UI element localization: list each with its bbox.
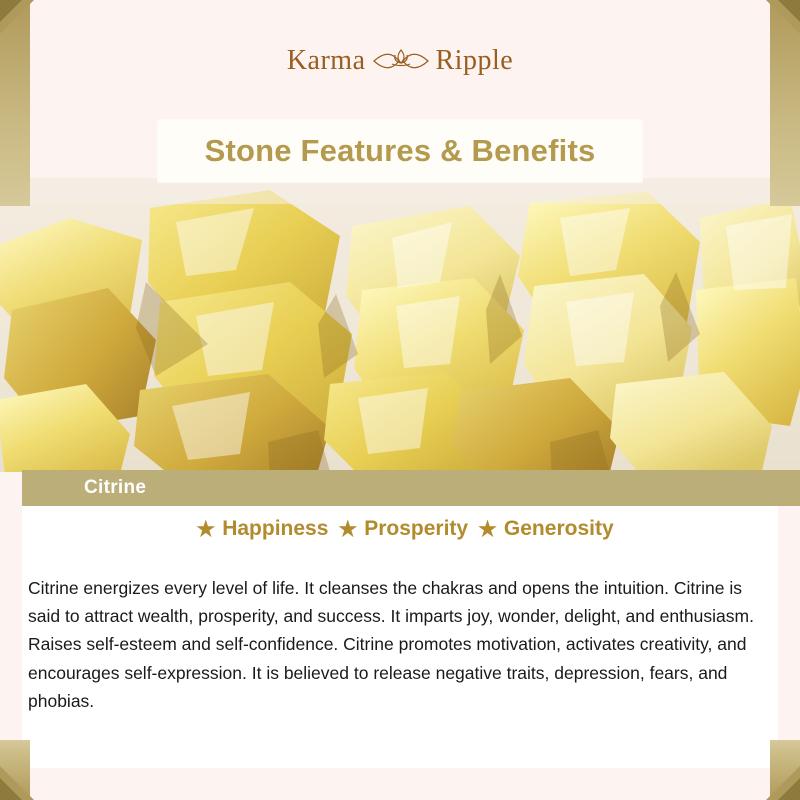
corner-accent-bottom-right	[778, 778, 800, 800]
page-title: Stone Features & Benefits	[204, 133, 596, 168]
stone-name: Citrine	[84, 477, 147, 498]
benefit-item	[186, 517, 328, 541]
star-icon: ★	[478, 517, 497, 541]
brand-name-right: Ripple	[435, 45, 514, 76]
lotus-icon	[372, 44, 430, 78]
corner-accent-top-right	[778, 0, 800, 22]
benefit-item	[468, 517, 614, 541]
brand-logo	[0, 44, 800, 78]
benefits-row	[0, 508, 800, 550]
benefit-label: Prosperity	[364, 517, 469, 540]
benefit-item	[328, 517, 468, 541]
stone-description: Citrine energizes every level of life. It cleanses the chakras and opens the intuition. Citrine is said to attract wealth, prosperity, and success. It imparts joy, wonder, delight, and enthusiasm. Raises self-esteem and self-confidence. Citrine promotes motivation, activates creativity, and encourages self-expression. It is believed to release negative traits, depression, fears, and phobias.	[28, 577, 754, 711]
corner-accent-bottom-left	[0, 778, 22, 800]
citrine-stones-photo	[0, 178, 800, 472]
stone-name-bar	[22, 470, 800, 506]
brand-name-left: Karma	[286, 45, 366, 76]
star-icon: ★	[196, 517, 216, 541]
benefit-label: Generosity	[503, 517, 614, 540]
corner-accent-top-left	[0, 0, 22, 22]
star-icon: ★	[338, 517, 358, 541]
title-banner	[158, 120, 642, 182]
benefit-label: Happiness	[222, 517, 329, 540]
